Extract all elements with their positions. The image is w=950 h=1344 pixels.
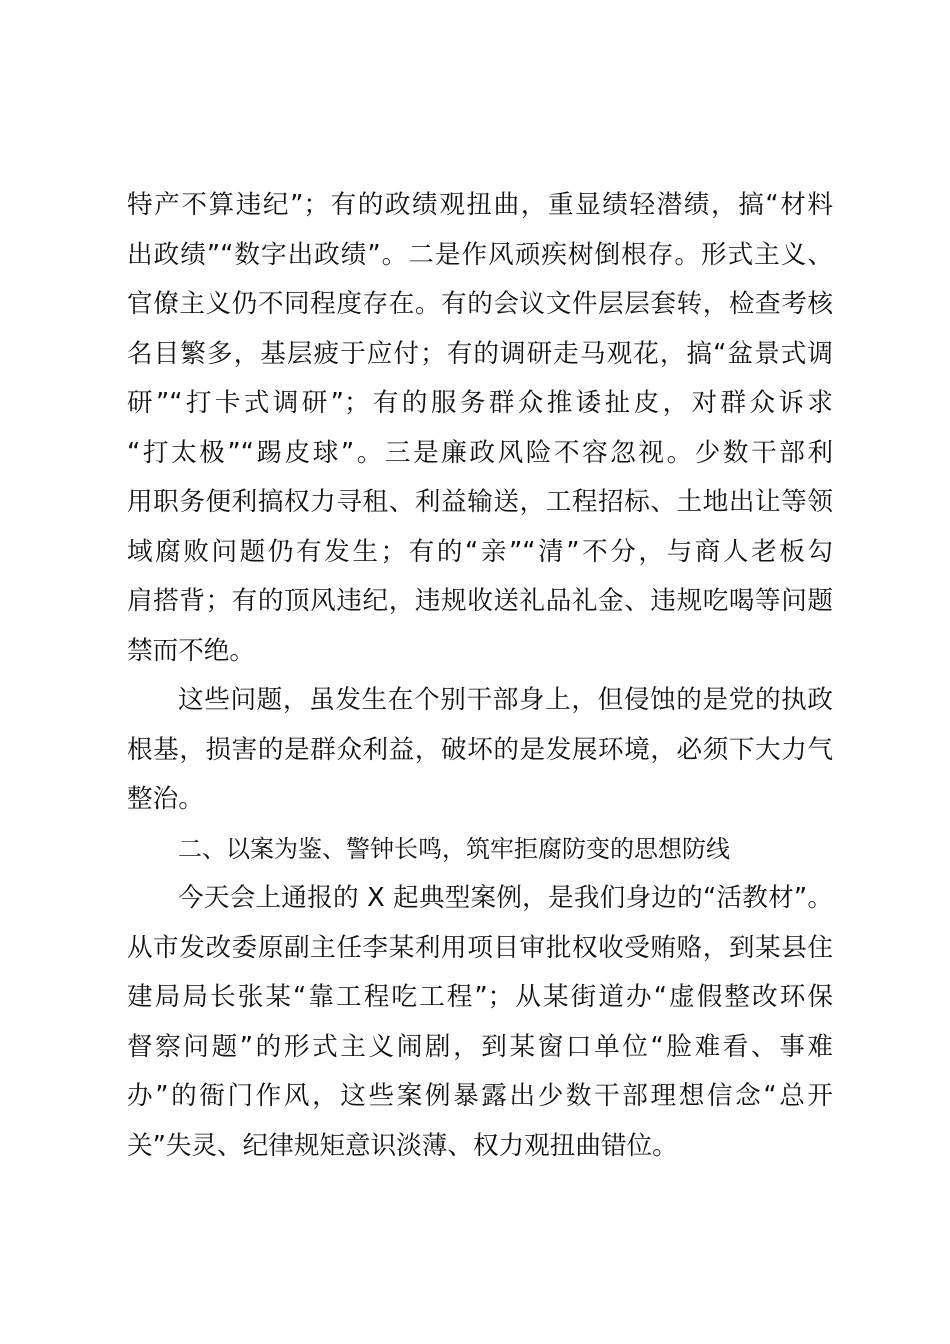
text-line: 官僚主义仍不同程度存在。有的会议文件层层套转，检查考核 bbox=[127, 289, 833, 319]
text-line: “打太极”“踢皮球”。三是廉政风险不容忽视。少数干部利 bbox=[127, 437, 833, 468]
text-line: 研”“打卡式调研”；有的服务群众推诿扯皮，对群众诉求 bbox=[127, 388, 833, 418]
text-line: 整治。 bbox=[127, 784, 204, 814]
paragraph-body-continued bbox=[127, 181, 833, 676]
document-body bbox=[127, 181, 833, 1171]
text-line: 今天会上通报的 X 起典型案例，是我们身边的“活教材”。 bbox=[178, 883, 833, 913]
section-heading bbox=[127, 825, 833, 875]
text-line: 用职务便利搞权力寻租、利益输送，工程招标、土地出让等领 bbox=[127, 487, 833, 517]
text-line: 建局局长张某“靠工程吃工程”；从某街道办“虚假整改环保 bbox=[127, 982, 833, 1012]
text-line: 出政绩”“数字出政绩”。二是作风顽疾树倒根存。形式主义、 bbox=[127, 239, 833, 270]
heading-text: 二、以案为鉴、警钟长鸣，筑牢拒腐防变的思想防线 bbox=[178, 834, 730, 863]
text-line: 特产不算违纪”；有的政绩观扭曲，重显绩轻潜绩，搞“材料 bbox=[127, 190, 833, 220]
text-line: 禁而不绝。 bbox=[127, 635, 255, 666]
text-line: 根基，损害的是群众利益，破坏的是发展环境，必须下大力气 bbox=[127, 734, 833, 765]
text-line: 名目繁多，基层疲于应付；有的调研走马观花，搞“盆景式调 bbox=[127, 338, 833, 369]
text-line: 督察问题”的形式主义闹剧，到某窗口单位“脸难看、事难 bbox=[127, 1031, 833, 1062]
paragraph-body bbox=[127, 676, 833, 825]
text-line: 从市发改委原副主任李某利用项目审批权收受贿赂，到某县住 bbox=[127, 932, 833, 963]
text-line: 关”失灵、纪律规矩意识淡薄、权力观扭曲错位。 bbox=[127, 1130, 678, 1161]
text-line: 域腐败问题仍有发生；有的“亲”“清”不分，与商人老板勾 bbox=[127, 536, 833, 567]
text-line: 这些问题，虽发生在个别干部身上，但侵蚀的是党的执政 bbox=[178, 685, 833, 715]
text-line: 办”的衙门作风，这些案例暴露出少数干部理想信念“总开 bbox=[127, 1081, 833, 1111]
paragraph-body bbox=[127, 874, 833, 1171]
text-line: 肩搭背；有的顶风违纪，违规收送礼品礼金、违规吃喝等问题 bbox=[127, 586, 833, 616]
